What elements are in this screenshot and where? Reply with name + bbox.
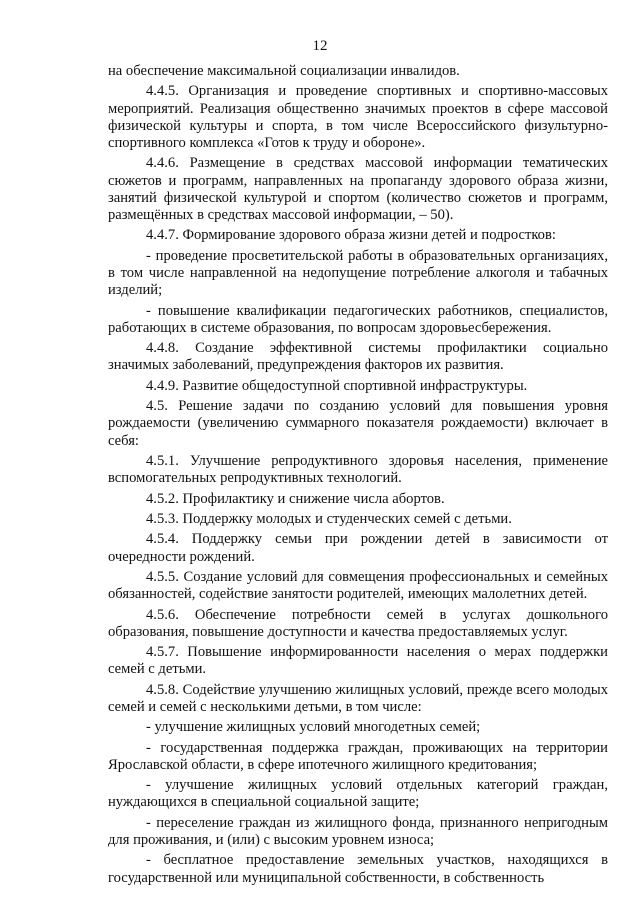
paragraph: 4.4.9. Развитие общедоступной спортивной инфраструктуры. bbox=[146, 377, 528, 394]
paragraph: 4.4.8. Создание эффективной системы профилактики социально значимых заболеваний, предупреждения факторов их развития. bbox=[108, 340, 608, 374]
paragraph: 4.5.6. Обеспечение потребности семей в услугах дошкольного образования, повышение доступности и качества предоставляемых услуг. bbox=[108, 606, 608, 640]
paragraph: 4.5.7. Повышение информированности населения о мерах поддержки семей с детьми. bbox=[108, 644, 608, 678]
paragraph: 4.5.5. Создание условий для совмещения профессиональных и семейных обязанностей, содействие занятости родителей, имеющих малолетних детей. bbox=[108, 568, 608, 603]
document-body bbox=[108, 63, 608, 890]
paragraph: на обеспечение максимальной социализации инвалидов. bbox=[108, 63, 460, 79]
list-item: - проведение просветительской работы в образовательных организациях, в том числе направленной на недопущение потребление алкоголя и табачных изделий; bbox=[108, 247, 608, 299]
paragraph: 4.5.4. Поддержку семьи при рождении детей в зависимости от очередности рождений. bbox=[108, 531, 608, 565]
list-item: - улучшение жилищных условий многодетных семей; bbox=[146, 719, 481, 736]
paragraph: 4.4.5. Организация и проведение спортивных и спортивно-массовых мероприятий. Реализация общественно значимых проектов в сфере массовой физической культуры и спорта, в том числе Всероссийского физультурно-спортивного комплекса «Готов к труду и обороне». bbox=[108, 83, 608, 151]
paragraph: 4.5. Решение задачи по созданию условий для повышения уровня рождаемости (увеличению суммарного показателя рождаемости) включает в себя: bbox=[108, 398, 608, 449]
list-item: - государственная поддержка граждан, проживающих на территории Ярославской области, в сфере ипотечного жилищного кредитования; bbox=[108, 739, 608, 773]
list-item: - повышение квалификации педагогических работников, специалистов, работающих в системе образования, по вопросам здоровьесбережения. bbox=[108, 302, 608, 336]
paragraph: 4.5.8. Содействие улучшению жилищных условий, прежде всего молодых семей и семей с несколькими детьми, в том числе: bbox=[108, 681, 608, 715]
paragraph: 4.5.3. Поддержку молодых и студенческих семей с детьми. bbox=[146, 510, 512, 527]
paragraph: 4.5.2. Профилактику и снижение числа абортов. bbox=[146, 490, 445, 507]
paragraph: 4.5.1. Улучшение репродуктивного здоровья населения, применение вспомогательных репродуктивных технологий. bbox=[108, 452, 608, 487]
list-item: - переселение граждан из жилищного фонда, признанного непригодным для проживания, и (или) с высоким уровнем износа; bbox=[108, 814, 608, 849]
paragraph: 4.4.6. Размещение в средствах массовой информации тематических сюжетов и программ, направленных на пропаганду здорового образа жизни, занятий физической культурой и спортом (количество сюжетов и программ, размещённых в средствах массовой информации, – 50). bbox=[108, 155, 608, 223]
list-item: - бесплатное предоставление земельных участков, находящихся в государственной или муниципальной собственности, в собственность bbox=[108, 852, 608, 886]
list-item: - улучшение жилищных условий отдельных категорий граждан, нуждающихся в специальной социальной защите; bbox=[108, 777, 608, 811]
paragraph: 4.4.7. Формирование здорового образа жизни детей и подростков: bbox=[146, 227, 556, 244]
page-number: 12 bbox=[312, 38, 328, 54]
